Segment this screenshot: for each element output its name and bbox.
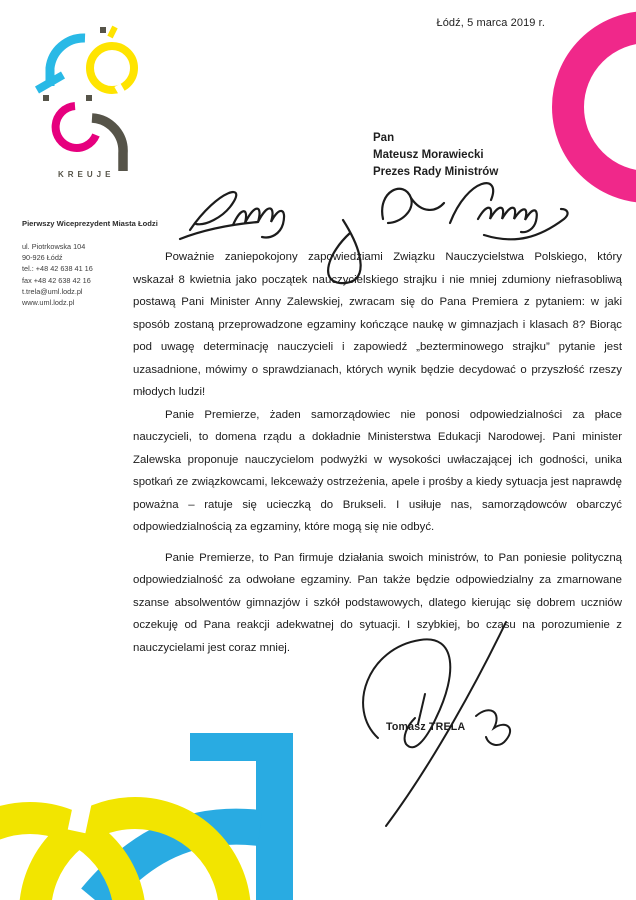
lodz-kreuje-logo (30, 25, 152, 175)
recipient-salutation: Pan (373, 132, 395, 144)
letter-date: Łódź, 5 marca 2019 r. (436, 17, 545, 29)
sender-email: t.trela@uml.lodz.pl (22, 286, 83, 296)
logo-letter-l-icon (37, 38, 85, 90)
sender-city: 90-926 Łódź (22, 253, 63, 263)
logo-letter-d-icon (43, 95, 96, 148)
recipient-name: Mateusz Morawiecki (373, 149, 484, 161)
sender-address-block (22, 241, 93, 308)
bottom-deco-yellow-arcs (0, 769, 235, 900)
letter-body (133, 246, 622, 659)
paragraph-3: Panie Premierze, to Pan firmuje działania swoich ministrów, to Pan poniesie polityczną odpowiedzialność za odwołane egzaminy. Pan także będzie odpowiedzialny za zmarnowane szanse absolwentów gimnazjów i szkół podstawowych, dlatego kierując się dobrem uczniów oczekuję od Pana reakcji adekwatnej do sytuacji. I szybkiej, bo czasu na porozumienie z nauczycielami jest coraz mniej. (133, 551, 622, 654)
signature-name: Tomasz TRELA (386, 721, 466, 733)
sender-street: ul. Piotrkowska 104 (22, 242, 86, 251)
sender-website: www.uml.lodz.pl (22, 298, 75, 308)
logo-tagline: KREUJE (58, 170, 115, 179)
paragraph-2: Panie Premierze, żaden samorządowiec nie ponosi odpowiedzialności za płace nauczycieli, to domena rządu a dokładnie Ministerstwa Edukacji Narodowej. Pani minister Zalewska proponuje nauczycielom podwyżki w wysokości uwłaczającej ich godności, unika spotkań ze związkowcami, lekceważy ostrzeżenia, apele i prośby a kiedy sytuacja jest naprawdę poważna – ratuje się ucieczką do Brukseli. I usiłuje nas, samorządowców obarczyć odpowiedzialnością za egzaminy, które mogą się nie odbyć. (133, 408, 622, 533)
paragraph-1: Poważnie zaniepokojony zapowiedziami Związku Nauczycielstwa Polskiego, który wskazał 8 kwietnia jako początek nauczycielskiego strajku i nie mniej zdumiony niefrasobliwą postawą Pani Minister Anny Zalewskiej, zwracam się do Pana Premiera z pytaniem: w jaki sposób zostaną przeprowadzone egzaminy kończące naukę w gimnazjach i klasach 8? Biorąc pod uwagę determinację nauczycieli i zapowiedź „bezterminowego strajku” pytanie jest uzasadnione, mówimy o sprawdzianach, których wynik będzie decydować o przyszłość rzeszy młodych ludzi! (133, 251, 622, 398)
sender-title: Pierwszy Wiceprezydent Miasta Łodzi (22, 219, 158, 228)
logo-letter-z-icon (86, 95, 123, 171)
bottom-logo-decoration (0, 728, 636, 900)
logo-letter-o-icon (90, 27, 134, 95)
recipient-title: Prezes Rady Ministrów (373, 166, 499, 178)
sender-phone: tel.: +48 42 638 41 16 (22, 264, 93, 274)
sender-fax: fax +48 42 638 42 16 (22, 275, 91, 285)
